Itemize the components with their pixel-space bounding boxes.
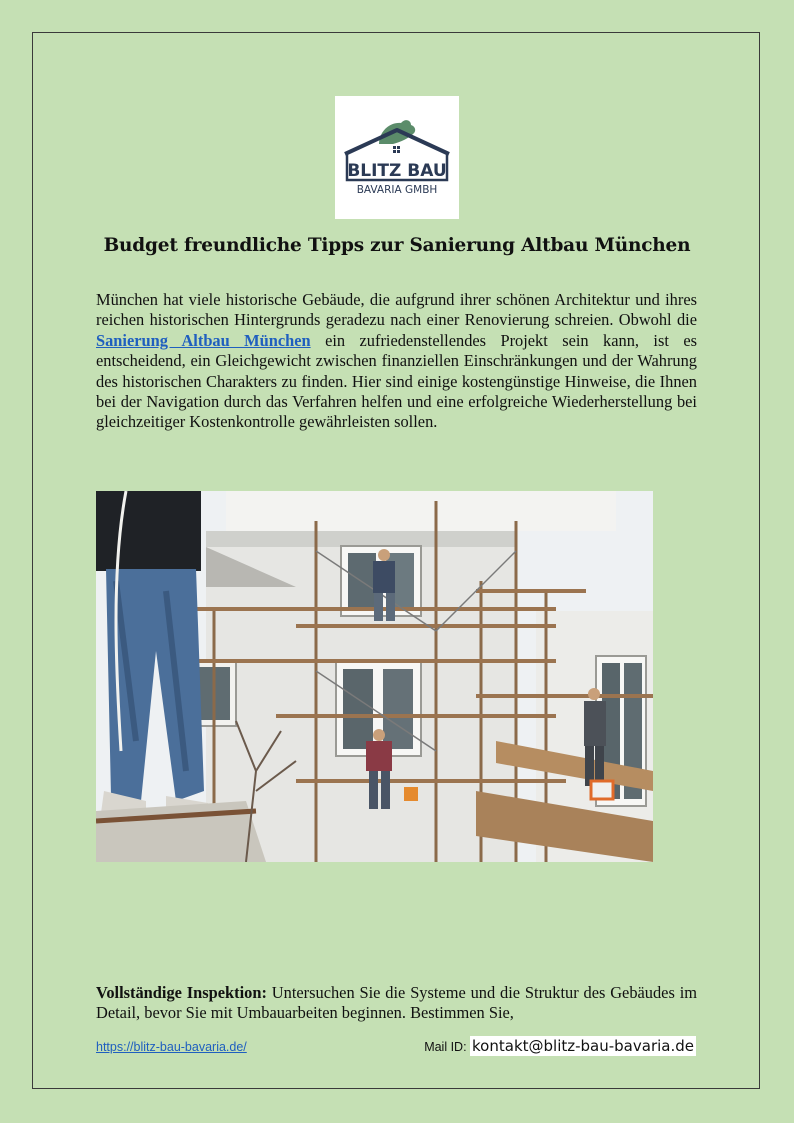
- company-logo: [335, 96, 459, 219]
- intro-text-before: München hat viele historische Gebäude, die aufgrund ihrer schönen Architektur und ihres reichen historischen Hintergrunds geradezu nach einer Renovierung schreien. Obwohl die: [96, 290, 697, 330]
- logo-brand-line2: BAVARIA GMBH: [356, 184, 438, 196]
- renovation-photo: [96, 491, 653, 862]
- intro-text-after: ein zufriedenstellendes Projekt sein kann, ist es entscheidend, ein Gleichgewicht zwischen finanziellen Einschränkungen und der Wahrung des historischen Charakters zu finden. Hier sind einige kostengünstige Hinweise, die Ihnen bei der Navigation durch das Verfahren helfen und eine erfolgreiche Wiederherstellung bei gleichzeitiger Kostenkontrolle gewährleisten sollen.: [96, 330, 697, 432]
- footer-mail-label: Mail ID:: [424, 1040, 471, 1054]
- footer-mail-address[interactable]: kontakt@blitz-bau-bavaria.de: [472, 1037, 694, 1055]
- intro-paragraph: [96, 290, 697, 433]
- page-title: Budget freundliche Tipps zur Sanierung Altbau München: [103, 235, 691, 256]
- inspection-text: Untersuchen Sie die Systeme und die Struktur des Gebäudes im Detail, bevor Sie mit Umbauarbeiten beginnen. Bestimmen Sie,: [96, 983, 698, 1023]
- renovation-scaffolding-photo: [96, 491, 653, 862]
- logo-brand-line1: BLITZ BAU: [347, 161, 447, 181]
- inspection-section: [96, 983, 697, 1024]
- house-roof-hand-icon: [335, 96, 459, 219]
- sanierung-link[interactable]: Sanierung Altbau München: [96, 330, 311, 350]
- inspection-heading: Vollständige Inspektion:: [96, 983, 267, 1002]
- footer-mail: [424, 1037, 696, 1055]
- footer-website-link[interactable]: https://blitz-bau-bavaria.de/: [96, 1040, 247, 1054]
